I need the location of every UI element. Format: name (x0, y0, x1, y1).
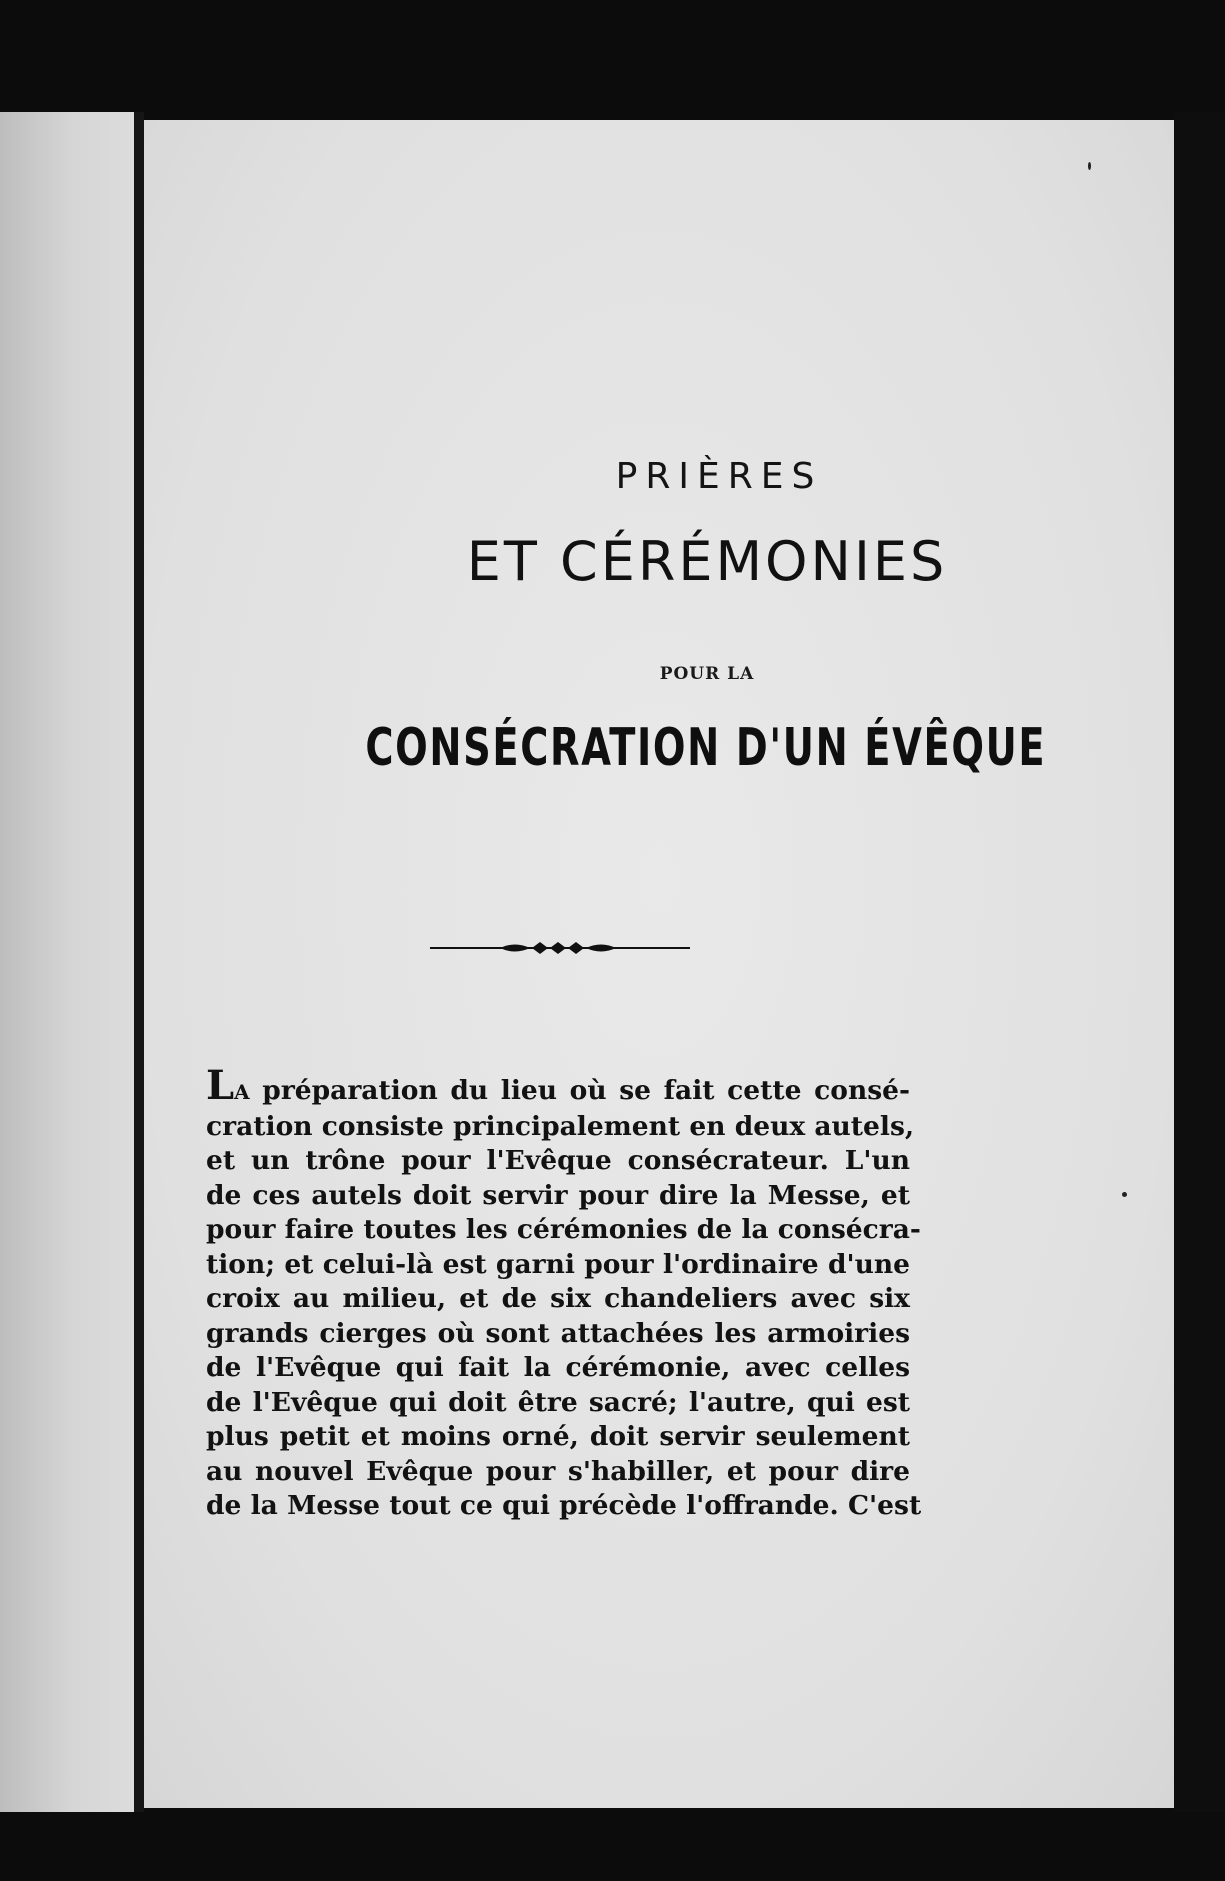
ornament-divider (430, 936, 690, 960)
title-ceremonies: ET CÉRÉMONIES (466, 530, 948, 593)
body-line: de l'Evêque qui doit être sacré; l'autre, qui est (206, 1386, 910, 1418)
small-cap: A (234, 1080, 250, 1104)
page-gutter (134, 112, 144, 1812)
body-line: de ces autels doit servir pour dire la Messe, et (206, 1179, 910, 1211)
title-prieres: PRIÈRES (615, 456, 823, 497)
facing-page-edge (0, 112, 134, 1812)
title-consecration: CONSÉCRATION D'UN ÉVÊQUE (365, 718, 1047, 778)
body-line: tion; et celui-là est garni pour l'ordinaire d'une (206, 1248, 910, 1280)
body-line: croix au milieu, et de six chandeliers avec six (206, 1283, 910, 1314)
body-line: et un trône pour l'Evêque consécrateur. L'un (206, 1145, 910, 1176)
book-page (144, 120, 1174, 1808)
title-pour-la: POUR LA (659, 664, 755, 684)
first-line-text: préparation du lieu où se fait cette consé- (249, 1075, 910, 1106)
body-line: pour faire toutes les cérémonies de la consécra- (206, 1214, 921, 1245)
body-line: de l'Evêque qui fait la cérémonie, avec celles (206, 1352, 910, 1383)
body-line: de la Messe tout ce qui précède l'offrande. C'est (206, 1490, 922, 1521)
scan-speck (1088, 162, 1091, 170)
body-line: cration consiste principalement en deux autels, (206, 1110, 915, 1142)
body-line: plus petit et moins orné, doit servir seulement (206, 1421, 910, 1452)
body-line: grands cierges où sont attachées les armoiries (206, 1317, 910, 1349)
drop-cap: L (206, 1062, 235, 1109)
scan-speck (1122, 1192, 1127, 1197)
body-paragraph (206, 1062, 922, 1524)
body-line: au nouvel Evêque pour s'habiller, et pour dire (206, 1455, 910, 1487)
scan-border (1174, 112, 1225, 1812)
body-line-1 (206, 1062, 910, 1110)
